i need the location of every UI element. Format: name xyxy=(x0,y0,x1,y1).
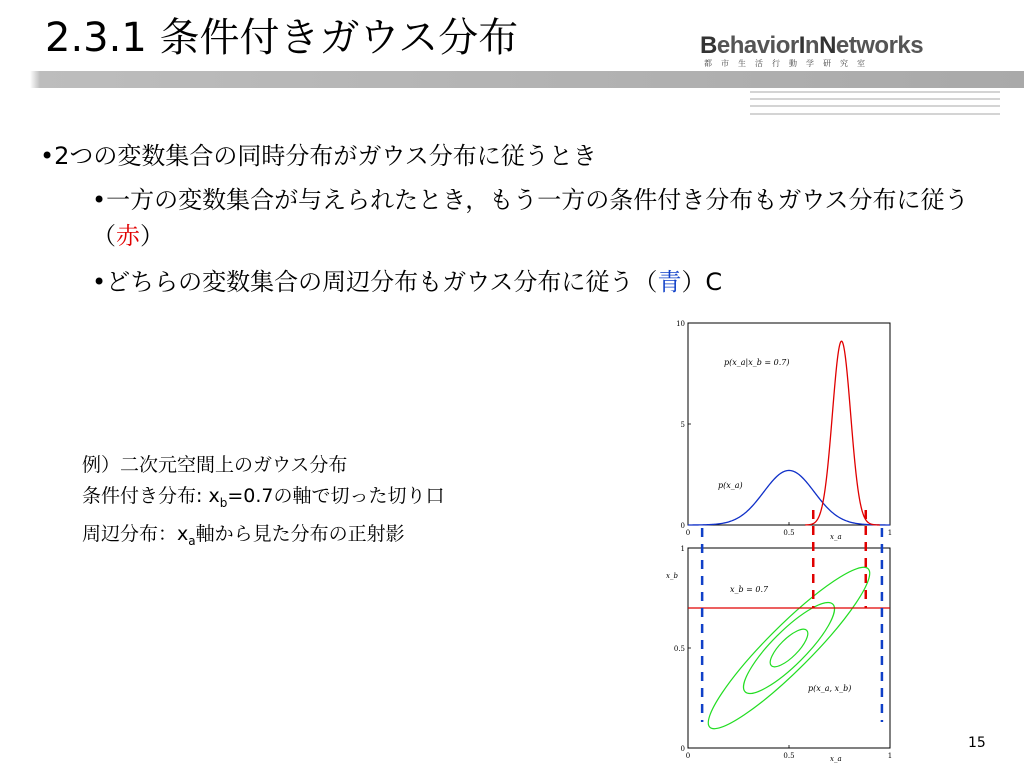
bottom-y-tick-label: 1 xyxy=(680,545,685,553)
annotation-marginal: p(x_a) xyxy=(718,481,743,490)
bottom-x-tick-label: 0.5 xyxy=(783,752,795,760)
conditional-curve xyxy=(805,341,880,525)
bullet-conditional xyxy=(92,182,992,254)
logo-part-etworks: etworks xyxy=(835,32,924,59)
logo-subtitle: 都市生活行動学研究室 xyxy=(704,59,874,68)
bottom-x-label: x_a xyxy=(830,755,842,763)
contour-ellipse-1 xyxy=(765,624,813,672)
bullet-marginal-text: •どちらの変数集合の周辺分布もガウス分布に従う（ xyxy=(92,268,658,296)
bullet-marginal-suffix: ）C xyxy=(681,268,723,296)
note-line-2-prefix: 条件付き分布: x xyxy=(82,485,220,507)
logo-wordmark xyxy=(700,32,923,60)
annotation-joint: p(x_a, x_b) xyxy=(808,684,852,693)
logo-part-b: B xyxy=(700,32,717,59)
projection-dashes xyxy=(702,510,882,722)
note-line-2-sub: b xyxy=(219,495,228,510)
bullet-conditional-suffix: ） xyxy=(140,222,164,250)
title-underline-bar xyxy=(0,71,1024,88)
bullet-marginal xyxy=(92,264,722,300)
example-note xyxy=(82,450,444,557)
contour-ellipse-3 xyxy=(694,553,884,743)
logo-part-i: I xyxy=(798,32,805,59)
note-line-2 xyxy=(82,481,444,519)
logo-part-ehavior: ehavior xyxy=(716,32,799,59)
top-x-tick-label: 1 xyxy=(887,529,893,537)
bottom-axis-ticks xyxy=(674,545,892,760)
bullet-conditional-text: •一方の変数集合が与えられたとき，もう一方の条件付き分布もガウス分布に従う（ xyxy=(92,186,969,250)
top-axis-ticks xyxy=(676,320,892,537)
slide-title: 2.3.1 条件付きガウス分布 xyxy=(45,15,519,61)
top-y-tick-label: 10 xyxy=(676,320,685,328)
gaussian-figure xyxy=(660,310,900,765)
bottom-y-tick-label: 0 xyxy=(680,745,685,753)
logo-part-capital-n: N xyxy=(819,32,836,59)
annotation-xb-line: x_b = 0.7 xyxy=(730,585,769,594)
bottom-x-tick-label: 0 xyxy=(685,752,691,760)
bottom-y-label: x_b xyxy=(666,572,678,580)
bullet-conditional-highlight: 赤 xyxy=(116,222,140,250)
note-line-3 xyxy=(82,519,444,557)
note-line-3-prefix: 周辺分布：x xyxy=(82,522,189,545)
top-plot-curves xyxy=(688,341,890,525)
top-y-tick-label: 5 xyxy=(680,421,685,429)
bottom-y-tick-label: 0.5 xyxy=(673,645,685,653)
bottom-plot-frame xyxy=(688,548,890,748)
top-x-tick-label: 0 xyxy=(685,529,691,537)
top-x-tick-label: 0.5 xyxy=(783,529,795,537)
bullet-joint-gaussian: •2つの変数集合の同時分布がガウス分布に従うとき xyxy=(40,142,597,170)
bottom-x-tick-label: 1 xyxy=(887,752,893,760)
note-line-1: 例）二次元空間上のガウス分布 xyxy=(82,454,348,476)
logo-part-n: n xyxy=(804,32,820,59)
bottom-plot-contours xyxy=(688,553,890,743)
top-y-tick-label: 0 xyxy=(680,522,685,530)
top-x-label: x_a xyxy=(830,533,842,541)
lab-logo xyxy=(700,32,1010,72)
note-line-3-suffix: 軸から見た分布の正射影 xyxy=(195,522,405,545)
annotation-conditional: p(x_a|x_b = 0.7) xyxy=(724,358,790,367)
note-line-3-sub: a xyxy=(188,533,196,548)
top-plot-frame xyxy=(688,323,890,525)
bullet-marginal-highlight: 青 xyxy=(657,268,682,296)
note-line-2-suffix: =0.7の軸で切った切り口 xyxy=(227,485,445,507)
page-number: 15 xyxy=(968,735,986,751)
decorative-lines xyxy=(750,90,1000,120)
